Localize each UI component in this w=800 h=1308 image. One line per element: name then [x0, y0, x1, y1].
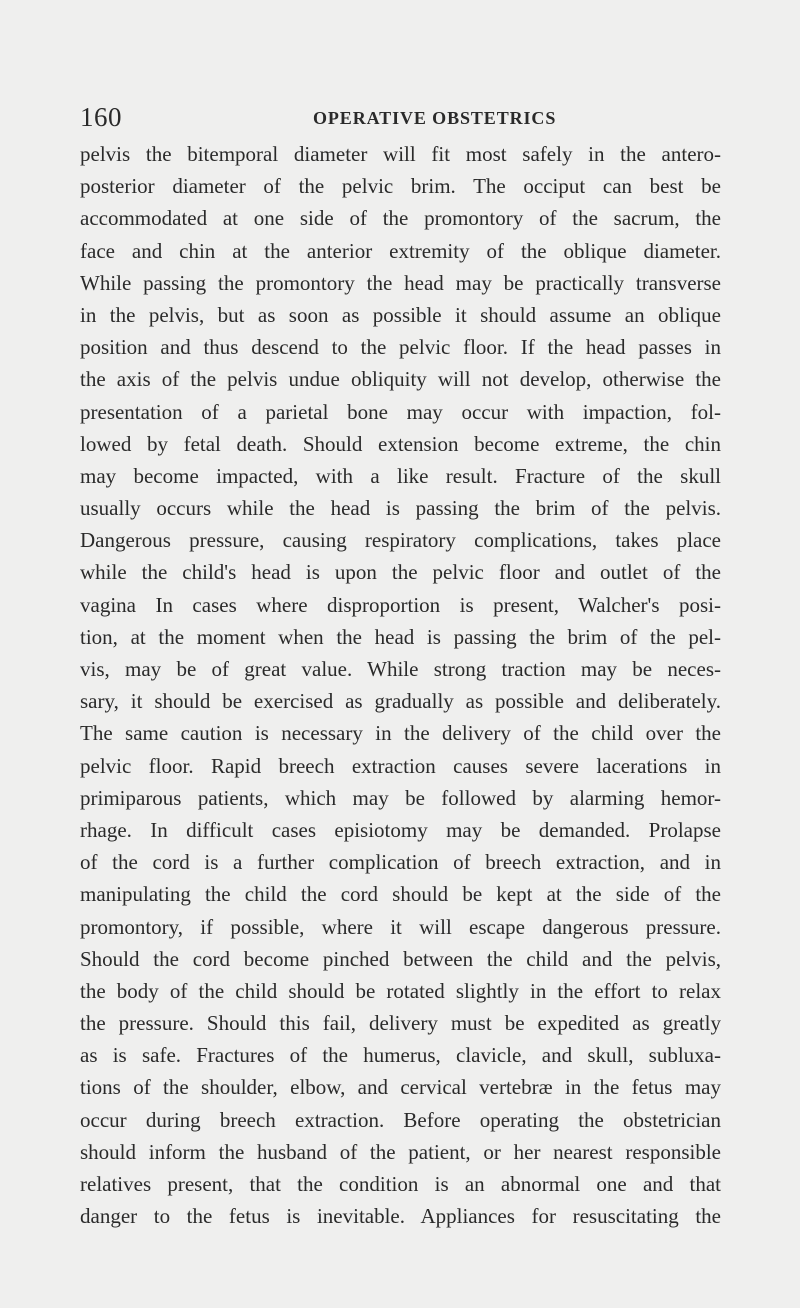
text-line: the pressure. Should this fail, delivery must be expedited as greatly [80, 1011, 721, 1036]
text-line: pelvis the bitemporal diameter will fit most safely in the antero- [80, 142, 721, 166]
text-line: position and thus descend to the pelvic floor. If the head passes in [80, 335, 721, 360]
text-line: of the cord is a further complication of breech extraction, and in [80, 850, 721, 875]
running-head [80, 100, 720, 134]
running-title: OPERATIVE OBSTETRICS [313, 108, 557, 128]
text-line: sary, it should be exercised as gradually as possible and deliberately. [80, 689, 721, 714]
body-text [80, 138, 721, 1232]
text-line: accommodated at one side of the promontory of the sacrum, the [80, 206, 721, 231]
text-line: vis, may be of great value. While strong traction may be neces- [80, 657, 721, 681]
text-line: while the child's head is upon the pelvic floor and outlet of the [80, 560, 721, 585]
text-line: the body of the child should be rotated slightly in the effort to relax [80, 978, 721, 1003]
text-line: The same caution is necessary in the delivery of the child over the [80, 721, 721, 746]
text-line: Should the cord become pinched between the child and the pelvis, [80, 946, 721, 971]
text-line: face and chin at the anterior extremity of the oblique diameter. [80, 238, 721, 263]
text-line: primiparous patients, which may be followed by alarming hemor- [80, 785, 721, 810]
text-line: the axis of the pelvis undue obliquity will not develop, otherwise the [80, 367, 721, 392]
text-line: rhage. In difficult cases episiotomy may be demanded. Prolapse [80, 817, 721, 842]
text-line: occur during breech extraction. Before operating the obstetrician [80, 1107, 721, 1132]
text-line: promontory, if possible, where it will escape dangerous pressure. [80, 914, 721, 939]
text-line: relatives present, that the condition is an abnormal one and that [80, 1172, 721, 1196]
text-line: posterior diameter of the pelvic brim. The occiput can best be [80, 174, 721, 199]
text-line: Dangerous pressure, causing respiratory complications, takes place [80, 528, 721, 553]
text-line: manipulating the child the cord should be kept at the side of the [80, 882, 721, 907]
page-number: 160 [80, 102, 122, 132]
text-line: should inform the husband of the patient, or her nearest responsible [80, 1139, 721, 1164]
text-line: usually occurs while the head is passing the brim of the pelvis. [80, 496, 721, 521]
text-line: tions of the shoulder, elbow, and cervical vertebræ in the fetus may [80, 1075, 721, 1100]
text-line: in the pelvis, but as soon as possible it should assume an oblique [80, 302, 721, 327]
text-line: lowed by fetal death. Should extension become extreme, the chin [80, 431, 721, 456]
text-line: tion, at the moment when the head is passing the brim of the pel- [80, 624, 721, 649]
text-line: danger to the fetus is inevitable. Appliances for resuscitating the [80, 1204, 721, 1229]
text-line: vagina In cases where disproportion is present, Walcher's posi- [80, 592, 721, 617]
text-line: as is safe. Fractures of the humerus, clavicle, and skull, subluxa- [80, 1043, 721, 1068]
text-line: may become impacted, with a like result. Fracture of the skull [80, 463, 721, 488]
text-line: While passing the promontory the head may be practically transverse [80, 270, 721, 295]
text-line: pelvic floor. Rapid breech extraction causes severe lacerations in [80, 753, 721, 778]
text-line: presentation of a parietal bone may occur with impaction, fol- [80, 399, 721, 424]
